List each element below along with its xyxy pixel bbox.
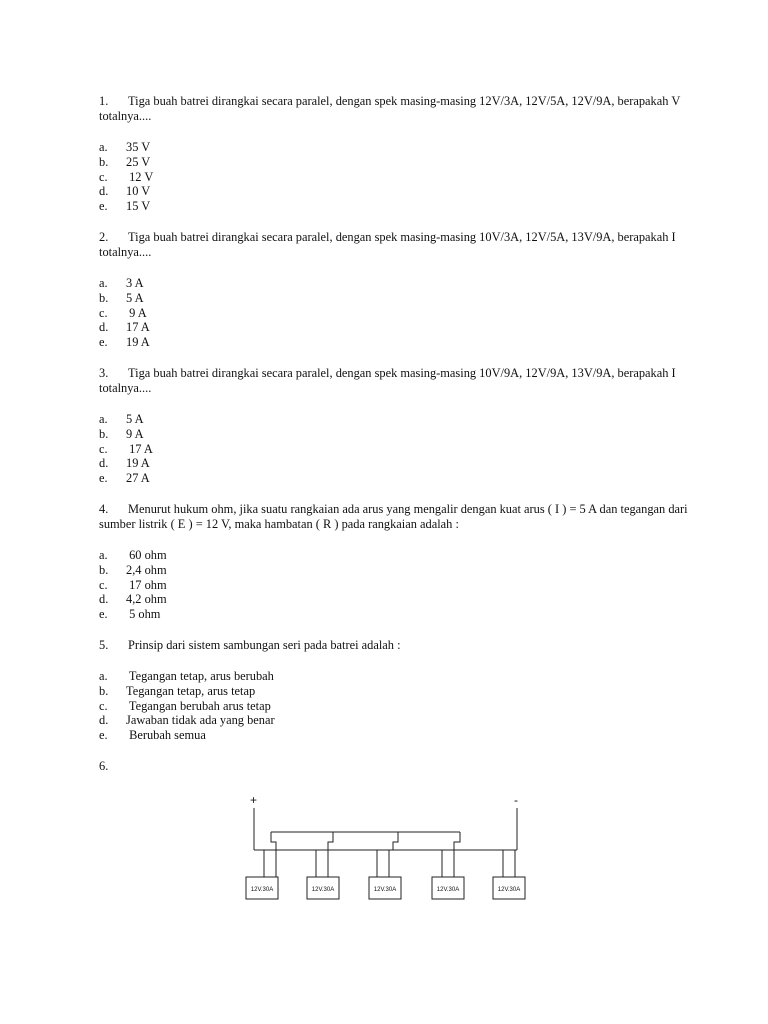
option-letter: c. (99, 441, 108, 456)
option-text: 5 A (126, 411, 144, 426)
link-wire (271, 832, 276, 850)
question-number: 1. (99, 94, 109, 108)
option-text: 2,4 ohm (126, 562, 167, 577)
option-text: Berubah semua (126, 728, 206, 743)
option-text: 3 A (126, 275, 144, 290)
option-a (99, 669, 689, 684)
option-d (99, 592, 689, 607)
option-letter: d. (99, 713, 109, 728)
question-body: Prinsip dari sistem sambungan seri pada batrei adalah : (128, 637, 401, 652)
option-letter: b. (99, 290, 109, 305)
battery-label-1: 12V.30A (250, 887, 274, 893)
option-c (99, 306, 689, 321)
battery-label-2: 12V.30A (311, 887, 335, 893)
option-letter: a. (99, 547, 108, 562)
option-text: Tegangan berubah arus tetap (126, 698, 271, 713)
option-letter: e. (99, 335, 108, 350)
option-b (99, 155, 689, 170)
option-letter: e. (99, 728, 108, 743)
question-body: Tiga buah batrei dirangkai secara paralel, dengan spek masing-masing 10V/9A, 12V/9A, 13V/9A, berapakah I totalnya.... (99, 365, 676, 395)
question-body: Tiga buah batrei dirangkai secara paralel, dengan spek masing-masing 10V/3A, 12V/5A, 13V/9A, berapakah I totalnya.... (99, 229, 676, 259)
question-text (99, 94, 689, 124)
option-text: Tegangan tetap, arus berubah (126, 668, 274, 683)
option-text: 12 V (126, 169, 154, 184)
option-d (99, 713, 689, 728)
quiz-page (99, 94, 689, 774)
link-wire (328, 832, 333, 850)
option-b (99, 684, 689, 699)
minus-label: - (514, 793, 518, 807)
option-letter: c. (99, 169, 108, 184)
option-letter: d. (99, 320, 109, 335)
option-text: 9 A (126, 305, 147, 320)
options-2 (99, 276, 689, 350)
option-e (99, 199, 689, 214)
option-b (99, 427, 689, 442)
options-3 (99, 412, 689, 486)
option-text: 19 A (126, 456, 150, 471)
option-b (99, 563, 689, 578)
option-e (99, 728, 689, 743)
question-4 (99, 502, 689, 532)
option-letter: b. (99, 562, 109, 577)
option-letter: d. (99, 592, 109, 607)
option-a (99, 140, 689, 155)
question-number: 2. (99, 229, 109, 244)
option-c (99, 699, 689, 714)
battery-circuit-diagram (238, 790, 538, 910)
option-letter: a. (99, 411, 108, 426)
option-c (99, 578, 689, 593)
question-3 (99, 366, 689, 396)
question-1 (99, 94, 689, 124)
question-6 (99, 759, 689, 774)
options-4 (99, 548, 689, 622)
option-text: 5 ohm (126, 607, 161, 622)
option-text: 17 ohm (126, 577, 167, 592)
battery-label-3: 12V.30A (373, 887, 397, 893)
question-number: 5. (99, 637, 109, 652)
option-text: Tegangan tetap, arus tetap (126, 683, 256, 698)
option-e (99, 471, 689, 486)
option-text: 10 V (126, 184, 151, 199)
option-letter: c. (99, 577, 108, 592)
option-letter: a. (99, 275, 108, 290)
option-letter: c. (99, 698, 108, 713)
option-letter: e. (99, 199, 108, 214)
option-text: 25 V (126, 154, 151, 169)
battery-label-5: 12V.30A (497, 887, 521, 893)
option-c (99, 442, 689, 457)
option-text: 9 A (126, 426, 144, 441)
link-wire (454, 832, 460, 850)
question-body: Menurut hukum ohm, jika suatu rangkaian ada arus yang mengalir dengan kuat arus ( I ) = 5 A dan tegangan dari sumber listrik ( E ) = 12 V, maka hambatan ( R ) pada rangkaian adalah : (99, 501, 688, 531)
question-5 (99, 638, 689, 653)
question-text (99, 638, 689, 653)
option-a (99, 548, 689, 563)
option-letter: e. (99, 607, 108, 622)
option-text: Jawaban tidak ada yang benar (126, 713, 275, 728)
option-d (99, 456, 689, 471)
plus-label: + (250, 793, 258, 807)
option-letter: a. (99, 668, 108, 683)
option-letter: c. (99, 305, 108, 320)
option-letter: a. (99, 140, 108, 154)
question-text (99, 759, 689, 774)
question-body: Tiga buah batrei dirangkai secara paralel, dengan spek masing-masing 12V/3A, 12V/5A, 12V/9A, berapakah V totalnya.... (99, 94, 681, 123)
option-text: 5 A (126, 290, 144, 305)
option-letter: b. (99, 154, 109, 169)
option-letter: e. (99, 471, 108, 486)
question-2 (99, 230, 689, 260)
question-text (99, 230, 689, 260)
option-text: 60 ohm (126, 547, 167, 562)
option-d (99, 320, 689, 335)
option-text: 17 A (126, 320, 150, 335)
options-1 (99, 140, 689, 214)
link-wire (393, 832, 398, 850)
option-text: 19 A (126, 335, 150, 350)
question-number: 4. (99, 501, 109, 516)
question-number: 3. (99, 365, 109, 380)
option-e (99, 607, 689, 622)
question-text (99, 366, 689, 396)
question-number: 6. (99, 758, 109, 773)
question-text (99, 502, 689, 532)
battery-label-4: 12V.30A (436, 887, 460, 893)
option-text: 27 A (126, 471, 150, 486)
option-letter: d. (99, 456, 109, 471)
options-5 (99, 669, 689, 743)
option-e (99, 335, 689, 350)
option-text: 35 V (126, 140, 151, 154)
option-a (99, 412, 689, 427)
option-text: 4,2 ohm (126, 592, 167, 607)
option-d (99, 184, 689, 199)
option-a (99, 276, 689, 291)
option-c (99, 170, 689, 185)
option-letter: d. (99, 184, 109, 199)
option-b (99, 291, 689, 306)
option-text: 17 A (126, 441, 153, 456)
option-letter: b. (99, 426, 109, 441)
option-letter: b. (99, 683, 109, 698)
option-text: 15 V (126, 199, 151, 214)
